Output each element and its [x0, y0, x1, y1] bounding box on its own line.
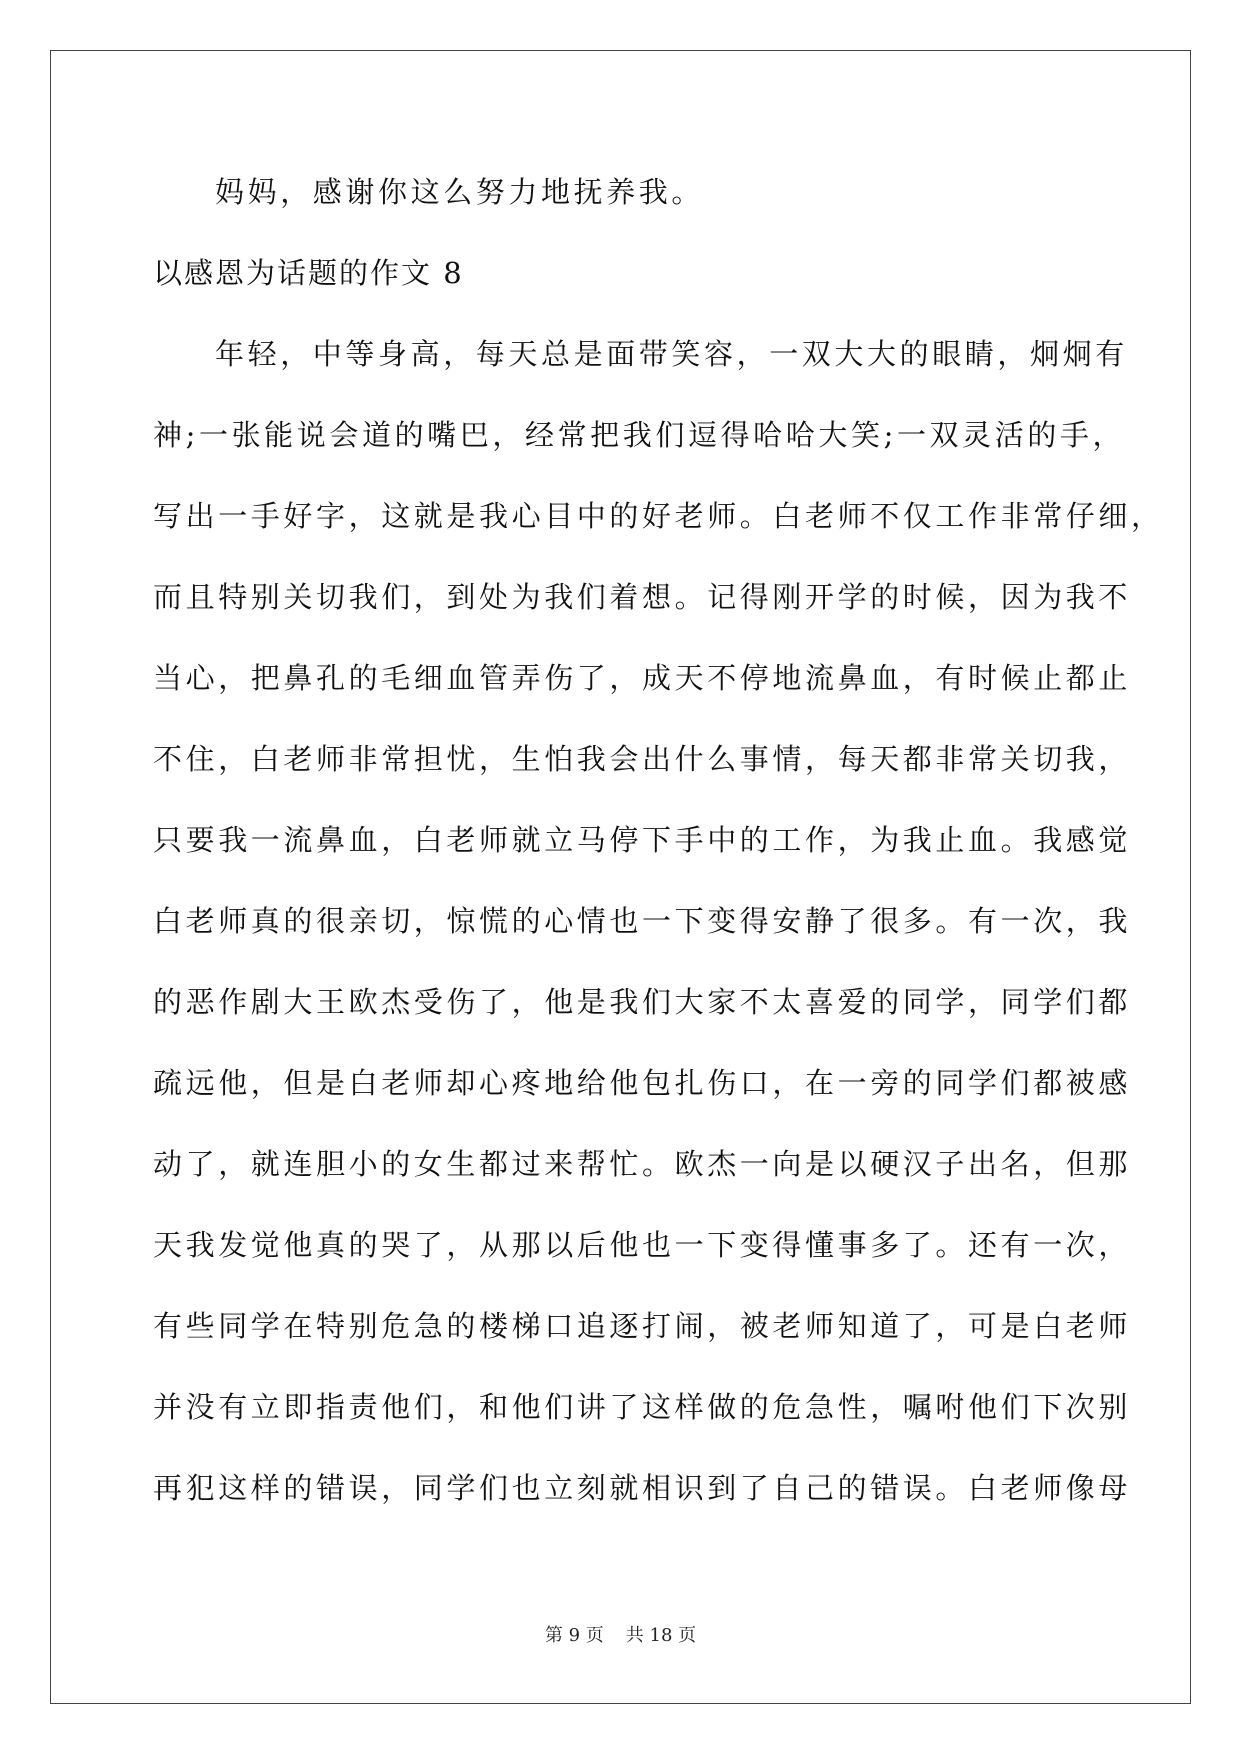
paragraph-line: 写出一手好字，这就是我心目中的好老师。白老师不仅工作非常仔细， — [153, 499, 1164, 533]
paragraph-line: 当心，把鼻孔的毛细血管弄伤了，成天不停地流鼻血，有时候止都止 — [153, 661, 1132, 695]
paragraph-line: 白老师真的很亲切，惊慌的心情也一下变得安静了很多。有一次，我 — [153, 904, 1132, 938]
paragraph-line: 神;一张能说会道的嘴巴，经常把我们逗得哈哈大笑;一双灵活的手， — [153, 418, 1126, 452]
paragraph-line: 而且特别关切我们，到处为我们着想。记得刚开学的时候，因为我不 — [153, 580, 1132, 614]
page-total: 共 18 页 — [625, 1625, 697, 1646]
page-footer — [0, 1621, 1241, 1647]
section-heading: 以感恩为话题的作文 8 — [153, 256, 464, 290]
page-number: 第 9 页 — [544, 1625, 604, 1646]
paragraph-line: 有些同学在特别危急的楼梯口追逐打闹，被老师知道了，可是白老师 — [153, 1309, 1132, 1343]
paragraph-line: 动了，就连胆小的女生都过来帮忙。欧杰一向是以硬汉子出名，但那 — [153, 1147, 1132, 1181]
document-body — [153, 170, 1164, 1547]
paragraph-line: 不住，白老师非常担忧，生怕我会出什么事情，每天都非常关切我， — [153, 742, 1132, 776]
paragraph-line: 天我发觉他真的哭了，从那以后他也一下变得懂事多了。还有一次， — [153, 1228, 1132, 1262]
paragraph-line: 年轻，中等身高，每天总是面带笑容，一双大大的眼睛，炯炯有 — [215, 337, 1128, 371]
paragraph-line: 疏远他，但是白老师却心疼地给他包扎伤口，在一旁的同学们都被感 — [153, 1066, 1132, 1100]
paragraph-line: 妈妈，感谢你这么努力地抚养我。 — [215, 175, 705, 209]
paragraph-line: 再犯这样的错误，同学们也立刻就相识到了自己的错误。白老师像母 — [153, 1471, 1132, 1505]
paragraph-line: 只要我一流鼻血，白老师就立马停下手中的工作，为我止血。我感觉 — [153, 823, 1132, 857]
paragraph-line: 的恶作剧大王欧杰受伤了，他是我们大家不太喜爱的同学，同学们都 — [153, 985, 1132, 1019]
paragraph-line: 并没有立即指责他们，和他们讲了这样做的危急性，嘱咐他们下次别 — [153, 1390, 1132, 1424]
